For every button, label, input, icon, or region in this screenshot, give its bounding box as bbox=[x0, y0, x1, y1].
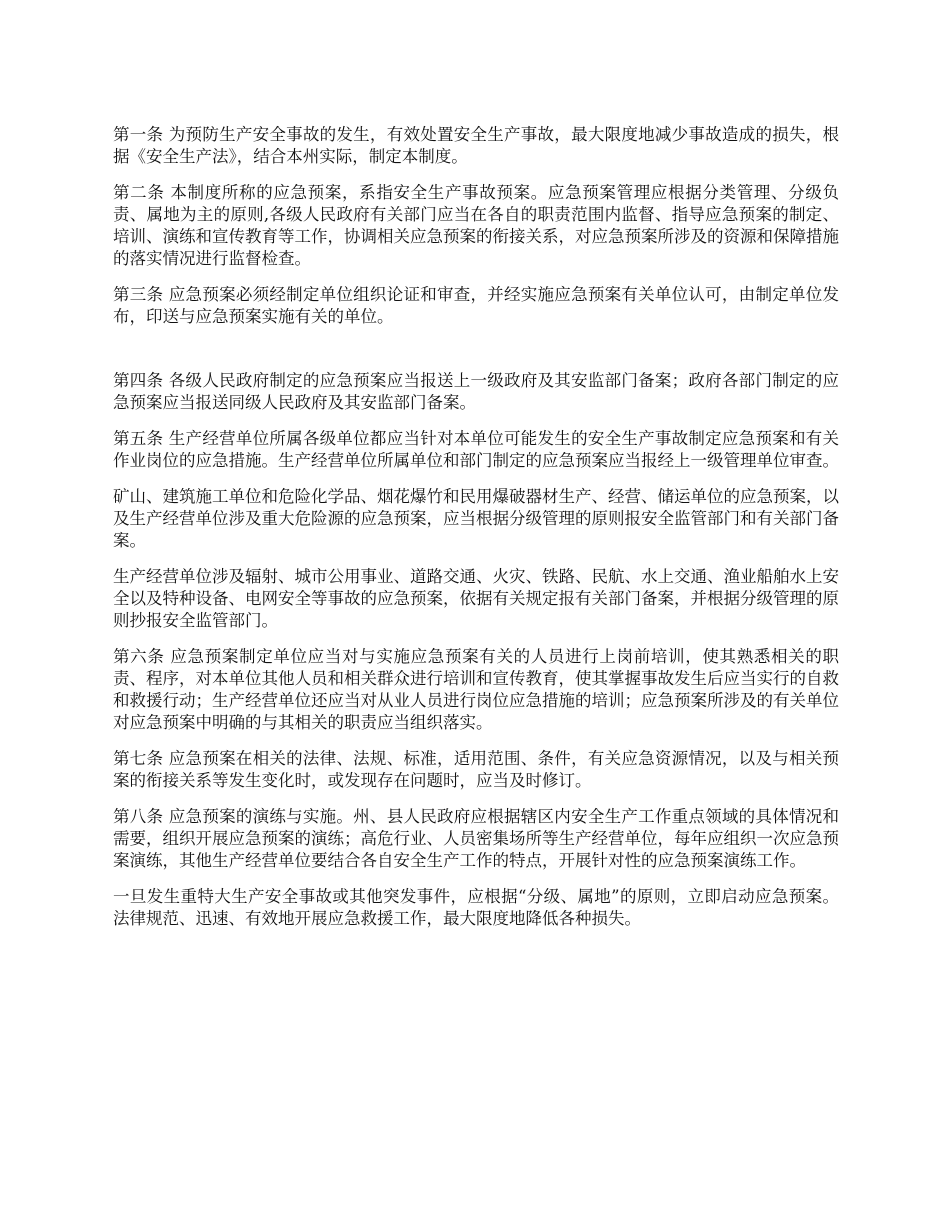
paragraph-article-4: 第四条 各级人民政府制定的应急预案应当报送上一级政府及其安监部门备案；政府各部门制定的应急预案应当报送同级人民政府及其安监部门备案。 bbox=[113, 371, 839, 412]
paragraph-article-7: 第七条 应急预案在相关的法律、法规、标准，适用范围、条件，有关应急资源情况，以及与相关预案的衔接关系等发生变化时，或发现存在问题时，应当及时修订。 bbox=[113, 749, 839, 790]
paragraph-article-2: 第二条 本制度所称的应急预案，系指安全生产事故预案。应急预案管理应根据分类管理、分级负责、属地为主的原则,各级人民政府有关部门应当在各自的职责范围内监督、指导应急预案的制定、培训、演练和宣传教育等工作，协调相关应急预案的衔接关系，对应急预案所涉及的资源和保障措施的落实情况进行监督检查。 bbox=[113, 183, 839, 268]
paragraph-article-8: 第八条 应急预案的演练与实施。州、县人民政府应根据辖区内安全生产工作重点领域的具体情况和需要，组织开展应急预案的演练；高危行业、人员密集场所等生产经营单位，每年应组织一次应急预案演练，其他生产经营单位要结合各自安全生产工作的特点，开展针对性的应急预案演练工作。 bbox=[113, 807, 839, 870]
document-body bbox=[113, 124, 839, 944]
paragraph-article-3: 第三条 应急预案必须经制定单位组织论证和审查，并经实施应急预案有关单位认可，由制定单位发布，印送与应急预案实施有关的单位。 bbox=[113, 285, 839, 326]
paragraph-article-5: 第五条 生产经营单位所属各级单位都应当针对本单位可能发生的安全生产事故制定应急预案和有关作业岗位的应急措施。生产经营单位所属单位和部门制定的应急预案应当报经上一级管理单位审查。 bbox=[113, 429, 839, 470]
paragraph-article-5-mining: 矿山、建筑施工单位和危险化学品、烟花爆竹和民用爆破器材生产、经营、储运单位的应急预案，以及生产经营单位涉及重大危险源的应急预案，应当根据分级管理的原则报安全监管部门和有关部门备案。 bbox=[113, 487, 839, 550]
paragraph-article-6: 第六条 应急预案制定单位应当对与实施应急预案有关的人员进行上岗前培训，使其熟悉相关的职责、程序，对本单位其他人员和相关群众进行培训和宣传教育，使其掌握事故发生后应当实行的自救和救援行动；生产经营单位还应当对从业人员进行岗位应急措施的培训；应急预案所涉及的有关单位对应急预案中明确的与其相关的职责应当组织落实。 bbox=[113, 647, 839, 732]
paragraph-article-1: 第一条 为预防生产安全事故的发生，有效处置安全生产事故，最大限度地减少事故造成的损失，根据《安全生产法》，结合本州实际，制定本制度。 bbox=[113, 125, 839, 166]
paragraph-article-8-emergency: 一旦发生重特大生产安全事故或其他突发事件，应根据“分级、属地”的原则，立即启动应急预案。法律规范、迅速、有效地开展应急救援工作，最大限度地降低各种损失。 bbox=[113, 887, 839, 928]
paragraph-article-5-special: 生产经营单位涉及辐射、城市公用事业、道路交通、火灾、铁路、民航、水上交通、渔业船舶水上安全以及特种设备、电网安全等事故的应急预案，依据有关规定报有关部门备案，并根据分级管理的原则抄报安全监管部门。 bbox=[113, 567, 839, 630]
